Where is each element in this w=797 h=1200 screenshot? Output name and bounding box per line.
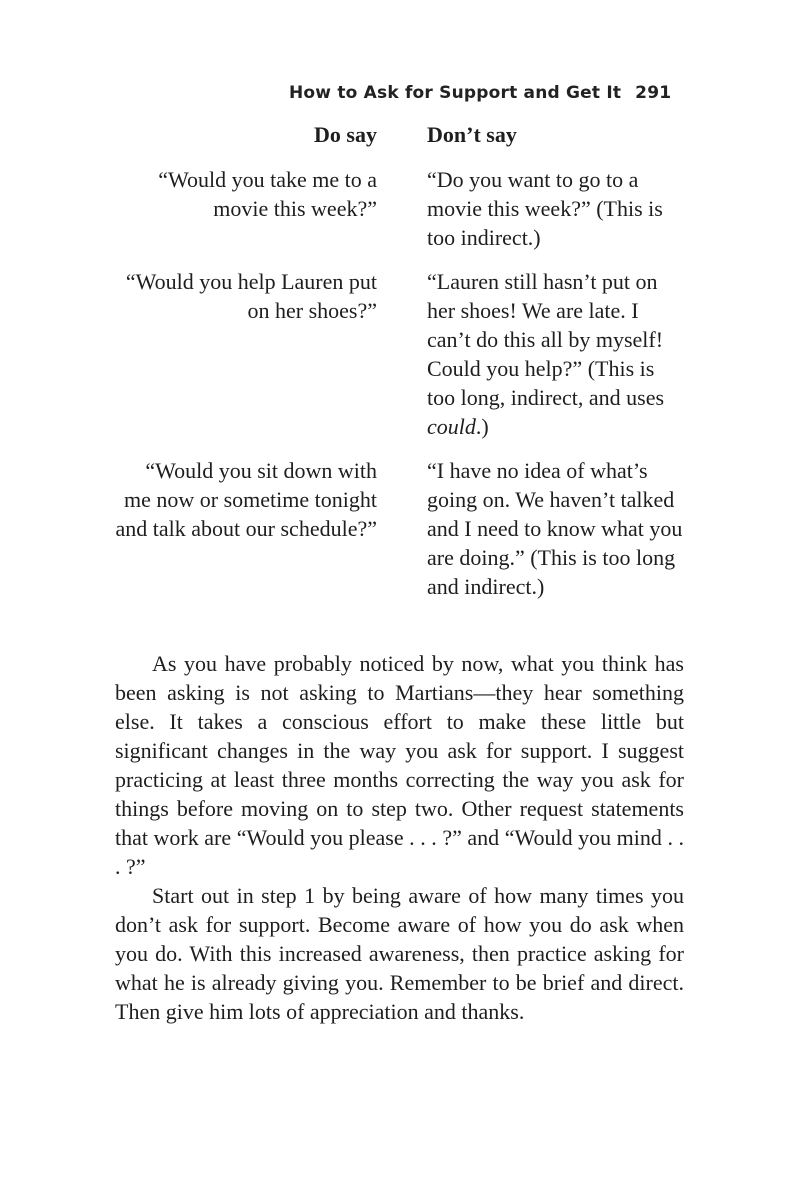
paragraph: As you have probably noticed by now, what you think has been asking is not asking to Martians—they hear something else. It takes a conscious effort to make these little but significant changes in the way you ask for support. I suggest practicing at least three months correcting the way you ask for things before moving on to step two. Other request statements that work are “Would you please . . . ?” and “Would you mind . . . ?” <box>115 651 684 879</box>
paragraph: Start out in step 1 by being aware of how many times you don’t ask for support. Become aware of how you do ask when you do. With this increased awareness, then practice asking for what he is already giving you. Remember to be brief and direct. Then give him lots of appreciation and thanks. <box>115 883 684 1024</box>
body-text <box>115 649 684 1026</box>
table-header-row <box>115 120 685 150</box>
table-row <box>115 267 685 441</box>
do-say-cell: “Would you help Lauren put on her shoes?” <box>125 269 377 323</box>
table-row <box>115 456 685 601</box>
dont-say-heading: Don’t say <box>427 122 517 147</box>
dont-say-cell <box>427 267 685 441</box>
running-title: How to Ask for Support and Get It <box>289 83 622 103</box>
do-say-cell: “Would you sit down with me now or sometime tonight and talk about our schedule?” <box>115 458 377 541</box>
do-say-cell: “Would you take me to a movie this week?” <box>158 167 377 221</box>
do-dont-table <box>115 120 685 616</box>
dont-say-cell: “Do you want to go to a movie this week?” (This is too indirect.) <box>427 167 663 250</box>
dont-say-cell: “I have no idea of what’s going on. We haven’t talked and I need to know what you are doing.” (This is too long and indirect.) <box>427 458 683 599</box>
page-number: 291 <box>635 83 672 103</box>
emphasis-word: could <box>427 414 476 439</box>
dont-say-text-end: .) <box>475 414 489 439</box>
table-row <box>115 165 685 252</box>
dont-say-text: “Lauren still hasn’t put on her shoes! We are late. I can’t do this all by myself! Could you help?” (This is too long, indirect, and uses <box>427 269 665 410</box>
running-header <box>289 80 672 106</box>
do-say-heading: Do say <box>314 122 377 147</box>
